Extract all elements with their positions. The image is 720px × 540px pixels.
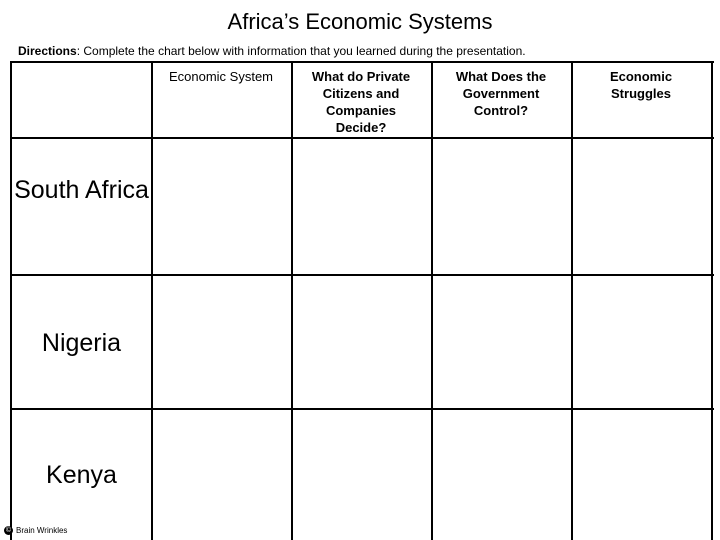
directions-label: Directions <box>18 44 77 58</box>
directions-text: : Complete the chart below with information that you learned during the presentation. <box>76 44 526 58</box>
column-divider <box>431 63 433 540</box>
directions <box>18 44 526 58</box>
row-label-south-africa: South Africa <box>14 176 149 204</box>
page-title: Africa’s Economic Systems <box>227 9 493 34</box>
row-label-kenya: Kenya <box>46 461 117 489</box>
column-divider <box>571 63 573 540</box>
footer-credit <box>4 526 67 535</box>
row-divider <box>12 137 714 139</box>
column-divider <box>291 63 293 540</box>
column-header-private-decide: What do Private Citizens and Companies Decide? <box>311 69 411 135</box>
column-header-government-control: What Does the Government Control? <box>455 69 547 118</box>
row-divider <box>12 274 714 276</box>
column-header-economic-struggles: Economic Struggles <box>609 69 673 101</box>
copyright-icon: © <box>5 527 12 534</box>
column-header-economic-system: Economic System <box>168 69 274 84</box>
column-divider <box>151 63 153 540</box>
worksheet-table <box>10 61 714 540</box>
footer-text: Brain Wrinkles <box>16 526 68 535</box>
row-divider <box>12 408 714 410</box>
row-label-nigeria: Nigeria <box>41 329 122 357</box>
column-divider <box>711 63 713 540</box>
